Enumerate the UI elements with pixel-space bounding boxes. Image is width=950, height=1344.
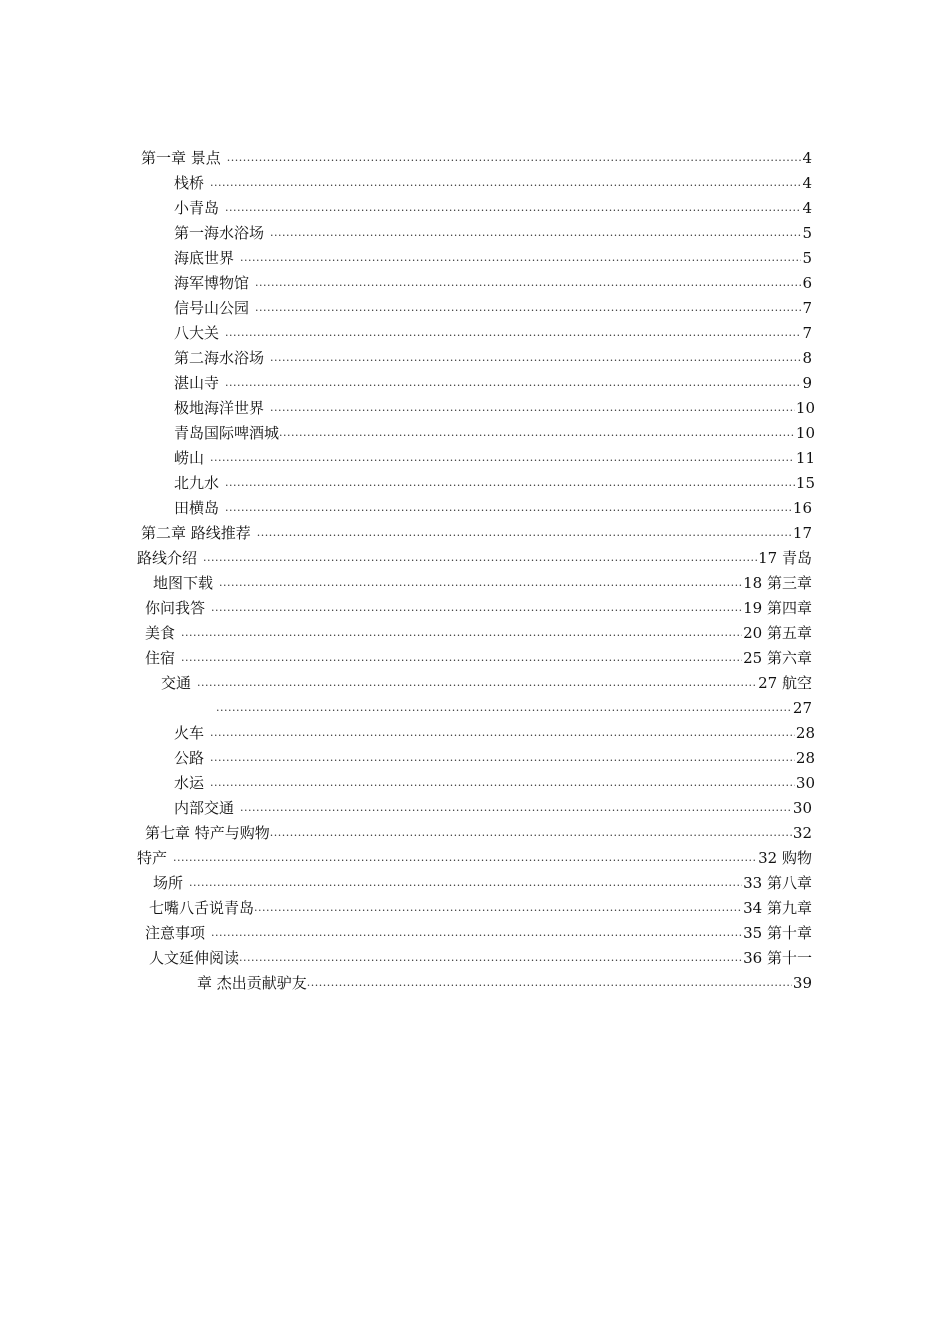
toc-line: [174, 772, 815, 794]
toc-page: 25 第六章: [743, 649, 812, 667]
toc-page: 27 航空: [758, 674, 812, 692]
toc-line: [174, 747, 815, 769]
toc-label: 人文延伸阅读: [149, 949, 240, 967]
toc-page: 4: [802, 149, 812, 167]
toc-leader: [270, 822, 792, 844]
toc-page: 4: [802, 199, 812, 217]
toc-line: [174, 222, 812, 244]
toc-leader: [197, 672, 757, 694]
toc-line: [197, 972, 812, 994]
toc-leader: [210, 722, 795, 744]
toc-leader: [211, 597, 742, 619]
toc-label: 北九水: [174, 474, 220, 492]
toc-leader: [270, 222, 801, 244]
toc-label: 美食: [145, 624, 176, 642]
toc-leader: [270, 397, 795, 419]
toc-label: 场所: [153, 874, 184, 892]
toc-leader: [255, 272, 801, 294]
toc-line: [174, 197, 812, 219]
toc-leader: [203, 547, 757, 569]
toc-page: 10: [795, 399, 815, 417]
toc-label: 信号山公园: [174, 299, 250, 317]
toc-label: 海底世界: [174, 249, 235, 267]
toc-line: [174, 322, 812, 344]
toc-page: 28: [795, 724, 815, 742]
toc-leader: [225, 472, 795, 494]
toc-page: 7: [802, 324, 812, 342]
toc-line: [161, 672, 812, 694]
toc-label: 章 杰出贡献驴友: [197, 974, 307, 992]
toc-page: 34 第九章: [743, 899, 812, 917]
toc-page: 5: [802, 224, 812, 242]
toc-page: 11: [795, 449, 815, 467]
toc-page: 6: [802, 274, 812, 292]
toc-leader: [173, 847, 757, 869]
toc-line: [174, 297, 812, 319]
toc-leader: [181, 647, 742, 669]
toc-page: 35 第十章: [743, 924, 812, 942]
toc-page: 36 第十一: [743, 949, 812, 967]
toc-line: [174, 447, 815, 469]
toc-leader: [189, 872, 742, 894]
toc-leader: [254, 897, 742, 919]
toc-page: 30: [795, 774, 815, 792]
toc-line: [145, 647, 812, 669]
toc-line: [174, 247, 812, 269]
toc-line: [149, 947, 812, 969]
toc-line: [174, 272, 812, 294]
toc-leader: [211, 922, 742, 944]
toc-label: 崂山: [174, 449, 205, 467]
toc-page: 28: [795, 749, 815, 767]
toc-page: 33 第八章: [743, 874, 812, 892]
toc-label: 路线介绍: [137, 549, 198, 567]
toc-leader: [279, 422, 795, 444]
toc-label: 极地海洋世界: [174, 399, 265, 417]
toc-leader: [210, 772, 795, 794]
toc-leader: [210, 747, 795, 769]
toc-line: [137, 847, 812, 869]
toc-line: [174, 472, 815, 494]
toc-page: 32 购物: [758, 849, 812, 867]
toc-line: [153, 572, 812, 594]
toc-line: [145, 922, 812, 944]
toc-line: [174, 347, 812, 369]
toc-leader: [210, 172, 801, 194]
toc-label: 第一海水浴场: [174, 224, 265, 242]
toc-line: [141, 522, 812, 544]
toc-page: 39: [792, 974, 812, 992]
toc-leader: [270, 347, 801, 369]
toc-line: [141, 147, 812, 169]
toc-label: 注意事项: [145, 924, 206, 942]
toc-leader: [240, 247, 801, 269]
toc-leader: [225, 497, 792, 519]
toc-label: 火车: [174, 724, 205, 742]
toc-line: [174, 397, 815, 419]
toc-leader: [225, 322, 801, 344]
toc-label: 第二海水浴场: [174, 349, 265, 367]
toc-label: 第一章 景点: [141, 149, 221, 167]
toc-leader: [181, 622, 742, 644]
toc-label: 青岛国际啤酒城: [174, 424, 280, 442]
toc-line: [174, 172, 812, 194]
toc-leader: [255, 297, 801, 319]
toc-leader: [257, 522, 792, 544]
toc-label: 水运: [174, 774, 205, 792]
toc-label: 第二章 路线推荐: [141, 524, 251, 542]
toc-label: 八大关: [174, 324, 220, 342]
toc-line: [174, 722, 815, 744]
toc-page: 7: [802, 299, 812, 317]
toc-label: 小青岛: [174, 199, 220, 217]
toc-label: 七嘴八舌说青岛: [149, 899, 255, 917]
toc-leader: [227, 147, 802, 169]
toc-label: 内部交通: [174, 799, 235, 817]
toc-label: 交通: [161, 674, 192, 692]
toc-leader: [225, 197, 801, 219]
toc-line: [145, 597, 812, 619]
toc-label: 地图下载: [153, 574, 214, 592]
toc-page: 5: [802, 249, 812, 267]
toc-page: 17 青岛: [758, 549, 812, 567]
toc-leader: [210, 447, 792, 469]
toc-page: 15: [795, 474, 815, 492]
toc-line: [145, 622, 812, 644]
toc-leader: [225, 372, 801, 394]
toc-line: [174, 497, 812, 519]
toc-label: 住宿: [145, 649, 176, 667]
toc-page: 9: [802, 374, 812, 392]
toc-leader: [240, 797, 792, 819]
toc-label: 海军博物馆: [174, 274, 250, 292]
toc-line: [153, 872, 812, 894]
toc-line: [216, 697, 812, 719]
toc-label: 公路: [174, 749, 205, 767]
toc-label: 你问我答: [145, 599, 206, 617]
toc-page: 27: [792, 699, 812, 717]
toc-label: 栈桥: [174, 174, 205, 192]
toc-line: [145, 822, 812, 844]
toc-page: 17: [792, 524, 812, 542]
toc-page: 32: [792, 824, 812, 842]
toc-page: 10: [795, 424, 815, 442]
toc-page: 8: [802, 349, 812, 367]
toc-leader: [239, 947, 742, 969]
toc-label: 湛山寺: [174, 374, 220, 392]
toc-label: 第七章 特产与购物: [145, 824, 270, 842]
toc-label: 田横岛: [174, 499, 220, 517]
toc-leader: [219, 572, 742, 594]
toc-page: 4: [802, 174, 812, 192]
toc-leader: [307, 972, 792, 994]
toc-line: [174, 797, 812, 819]
toc-label: 特产: [137, 849, 168, 867]
toc-page: 30: [792, 799, 812, 817]
toc-page: 16: [792, 499, 812, 517]
toc-line: [174, 422, 815, 444]
toc-page: 19 第四章: [743, 599, 812, 617]
toc-line: [149, 897, 812, 919]
toc-line: [174, 372, 812, 394]
toc-line: [137, 547, 812, 569]
toc-leader: [216, 697, 792, 719]
toc-page: 20 第五章: [743, 624, 812, 642]
toc-page: 18 第三章: [743, 574, 812, 592]
